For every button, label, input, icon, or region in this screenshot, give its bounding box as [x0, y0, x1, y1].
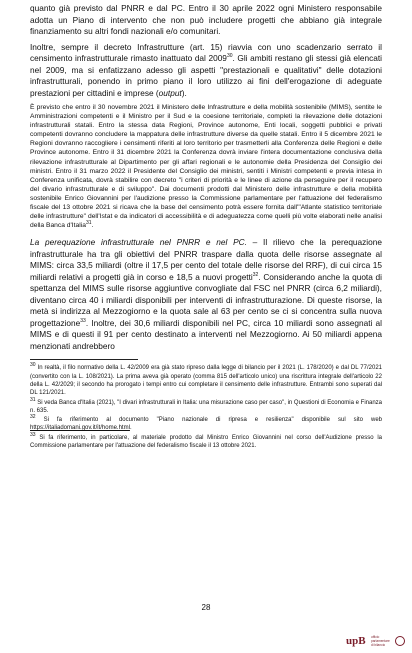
footnotes: [30, 364, 382, 450]
seal-icon: [395, 636, 405, 646]
paragraph-4: La perequazione infrastrutturale nel PNRR e nel PC. – Il rilievo che la perequazione infrastrutturale ha tra gli obiettivi del PNRR traspare dalla quota delle risorse assegnate al MIMS: circa 33,5 miliardi (oltre il 17,5 per cento del totale delle risorse del RRF), di cui circa 15 miliardi relativi a progetti già in corso e 18,5 a nuovi progetti$^{32}$. Considerando anche la quota di spettanza del MIMS sulle risorse aggiuntive convogliate dal FSC nel PNRR (circa 6,2 miliardi), diventano circa 40 i miliardi disponibili per interventi di infrastrutturazione. Di queste risorse, la metà si indirizza al Mezzogiorno e la quota sale al 63 per cento se ci si concentra sulla nuova progettazione$^{33}$. Inoltre, dei 30,6 miliardi disponibili nel PC, circa 10 miliardi sono assegnati al MIMS e di questi il 91 per cento destinato a interventi nel Mezzogiorno. Ai 50 miliardi appena menzionati andrebbero: [30, 237, 382, 351]
logo-subtitle: ufficio parlamentare di bilancio: [371, 635, 390, 647]
logo-mark: upB: [346, 635, 366, 647]
page-number: 28: [201, 603, 211, 612]
footnote-ref-32[interactable]: 32: [252, 272, 259, 279]
footnote-32: $^{32}$ Si fa riferimento al documento "Piano nazionale di ripresa e resilienza" disponibile sul sito web https://italiadomani.gov.it/it/home.html.: [30, 414, 383, 432]
footnote-32-link[interactable]: https://italiadomani.gov.it/it/home.html: [30, 425, 130, 432]
footnote-33: $^{33}$ Si fa riferimento, in particolare, al materiale prodotto dal Ministro Enrico Giovannini nel corso dell'Audizione presso la Commissione parlamentare per l'attuazione del federalismo fiscale il 13 ottobre 2021.: [30, 431, 383, 449]
footnote-ref-31[interactable]: 31: [85, 219, 92, 226]
paragraph-3-small: È previsto che entro il 30 novembre 2021 il Ministero delle Infrastrutture e della mobilità sostenibile (MIMS), sentite le Amministrazioni competenti e il Ministro per il Sud e la coesione territoriale, completi la rilevazione delle dotazioni infrastrutturali statali. Entro la stessa data Regioni, Province autonome, Enti locali, soggetti pubblici e privati competenti dovranno concludere la mappatura delle infrastrutture diverse da quelle statali. Entro il 5 dicembre 2021 le Regioni dovranno raccogliere i censimenti riferiti al loro territorio per trasmetterli alla Conferenza delle Regioni e delle Province autonome. Entro il 31 dicembre 2021 la Conferenza dovrà inviare l'intera documentazione conclusiva della rilevazione infrastrutturale al Dipartimento per gli affari regionali e le autonomie della Presidenza del Consiglio dei ministri. Entro il 31 marzo 2022 il Presidente del Consiglio dei ministri, sentiti i Ministri competenti e previa intesa in Conferenza unificata, dovrà stabilire con decreto "i criteri di priorità e le linee di azione da perseguire per il recupero del divario infrastrutturale e di sviluppo". Dai documenti prodotti dal Ministero delle infrastrutture e della mobilità sostenibile Enrico Giovannini per l'audizione presso la Commissione parlamentare per l'attuazione del federalismo fiscale del 13 ottobre 2021 si ricava che la base del censimento potrà essere fornita dall'"Atlante statistico territoriale delle infrastrutture" dell'Istat e da indicatori di accessibilità e di adeguatezza come quelli più volte elaborati nelle analisi della Banca d'Italia$^{31}$.: [30, 104, 382, 230]
paragraph-1: quanto già previsto dal PNRR e dal PC. Entro il 30 aprile 2022 ogni Ministero responsabile adotta un Piano di intervento che non può includere progetti che abbiano già integrale finanziamento su altri fondi nazionali e/o comunitari.: [30, 3, 382, 36]
section-heading-inline: La perequazione infrastrutturale nel PNRR e nel PC.: [30, 237, 247, 248]
footnote-ref-33[interactable]: 33: [80, 318, 86, 325]
footnote-ref-30[interactable]: 30: [226, 53, 233, 60]
footnote-divider: [30, 359, 138, 360]
upb-logo: [346, 635, 406, 649]
paragraph-2: Inoltre, sempre il decreto Infrastrutture (art. 15) riavvia con uno scadenzario serrato il censimento infrastrutturale rimasto inattuato dal 2009$^{30}$. Gli ambiti restano gli stessi già elencati nel 2009, ma si enfatizzano adesso gli aspetti "prestazionali e qualitativi" delle dotazioni infrastrutturali, ponendo in primo piano il loro utilizzo ai fini dell'erogazione di adeguate prestazioni per cittadini e imprese (output).: [30, 41, 382, 98]
document-page: [30, 3, 382, 451]
footnote-30: $^{30}$ In realtà, il filo normativo della L. 42/2009 era già stato ripreso dalla legge di bilancio per il 2021 (L. 178/2020) e dal DL 77/2021 (convertito con la L. 108/2021). La prima aveva già operato (comma 815 dell'articolo unico) una riscrittura integrale dell'articolo 22 della L. 42/2029; il secondo ha prorogato i tempi entro cui completare il censimento delle infrastrutture. Entrambi sono superati dal DL 121/2021.: [30, 362, 382, 397]
footnote-31: $^{31}$ Si veda Banca d'Italia (2021), "I divari infrastrutturali in Italia: una misurazione caso per caso", in Questioni di Economia e Finanza n. 635.: [30, 396, 382, 414]
